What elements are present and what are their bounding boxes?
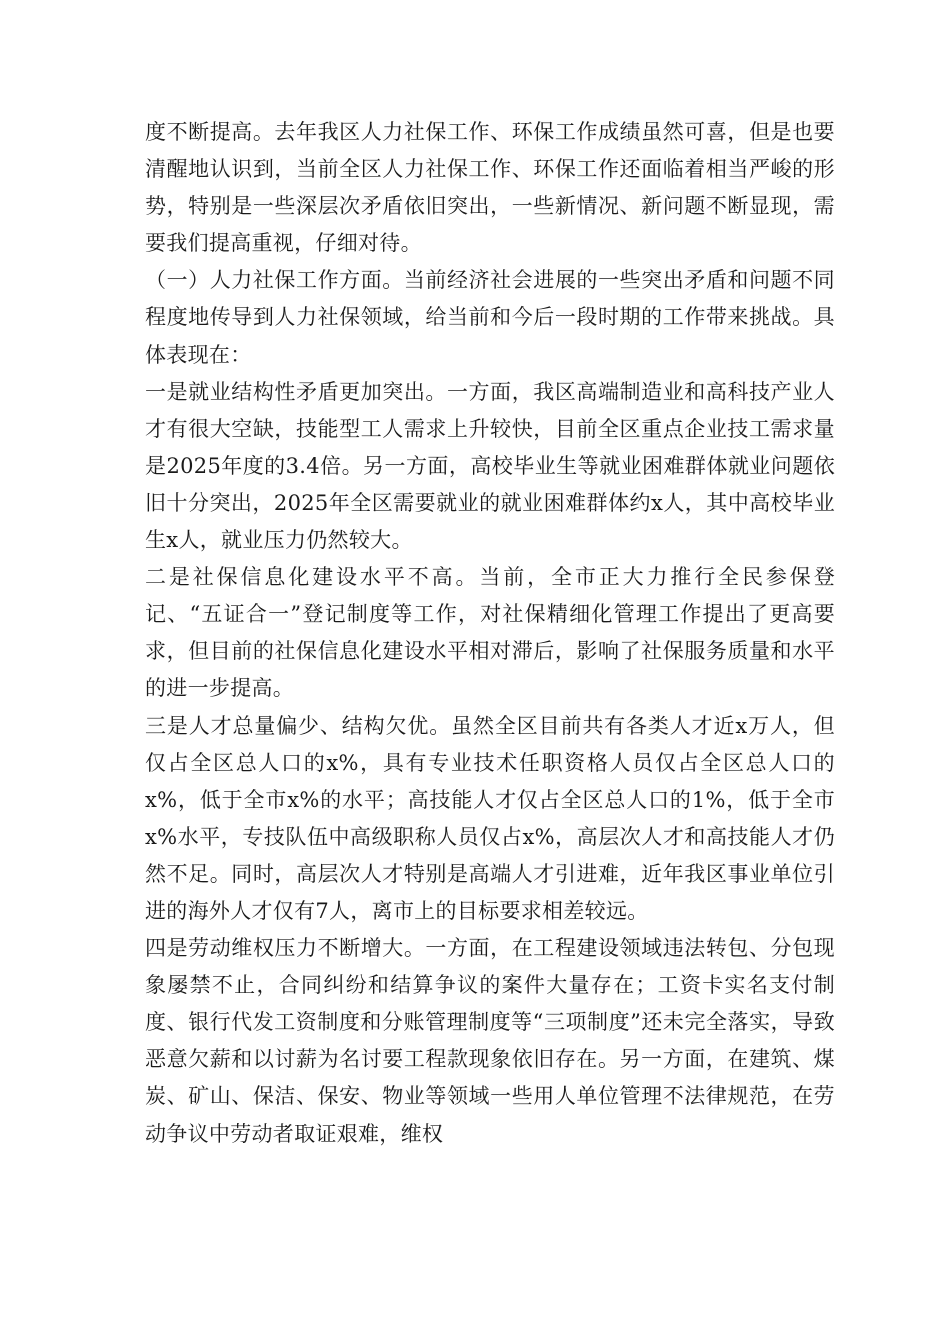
body-text	[145, 114, 835, 1153]
paragraph: 三是人才总量偏少、结构欠优。虽然全区目前共有各类人才近x万人，但仅占全区总人口的x%，具有专业技术任职资格人员仅占全区总人口的x%，低于全市x%的水平；高技能人才仅占全区总人口的1%，低于全市x%水平，专技队伍中高级职称人员仅占x%，高层次人才和高技能人才仍然不足。同时，高层次人才特别是高端人才引进难，近年我区事业单位引进的海外人才仅有7人，离市上的目标要求相差较远。	[145, 713, 835, 923]
paragraph: 二是社保信息化建设水平不高。当前，全市正大力推行全民参保登记、“五证合一”登记制度等工作，对社保精细化管理工作提出了更高要求，但目前的社保信息化建设水平相对滞后，影响了社保服务质量和水平的进一步提高。	[145, 565, 835, 701]
paragraph: （一）人力社保工作方面。当前经济社会进展的一些突出矛盾和问题不同程度地传导到人力社保领域，给当前和今后一段时期的工作带来挑战。具体表现在：	[145, 268, 835, 367]
paragraph: 一是就业结构性矛盾更加突出。一方面，我区高端制造业和高科技产业人才有很大空缺，技能型工人需求上升较快，目前全区重点企业技工需求量是2025年度的3.4倍。另一方面，高校毕业生等就业困难群体就业问题依旧十分突出，2025年全区需要就业的就业困难群体约x人，其中高校毕业生x人，就业压力仍然较大。	[145, 379, 835, 553]
paragraph: 度不断提高。去年我区人力社保工作、环保工作成绩虽然可喜，但是也要清醒地认识到，当前全区人力社保工作、环保工作还面临着相当严峻的形势，特别是一些深层次矛盾依旧突出，一些新情况、新问题不断显现，需要我们提高重视，仔细对待。	[145, 120, 835, 256]
paragraph: 四是劳动维权压力不断增大。一方面，在工程建设领域违法转包、分包现象屡禁不止，合同纠纷和结算争议的案件大量存在；工资卡实名支付制度、银行代发工资制度和分账管理制度等“三项制度”还未完全落实，导致恶意欠薪和以讨薪为名讨要工程款现象依旧存在。另一方面，在建筑、煤炭、矿山、保洁、保安、物业等领域一些用人单位管理不法律规范，在劳动争议中劳动者取证艰难，维权	[145, 936, 835, 1146]
